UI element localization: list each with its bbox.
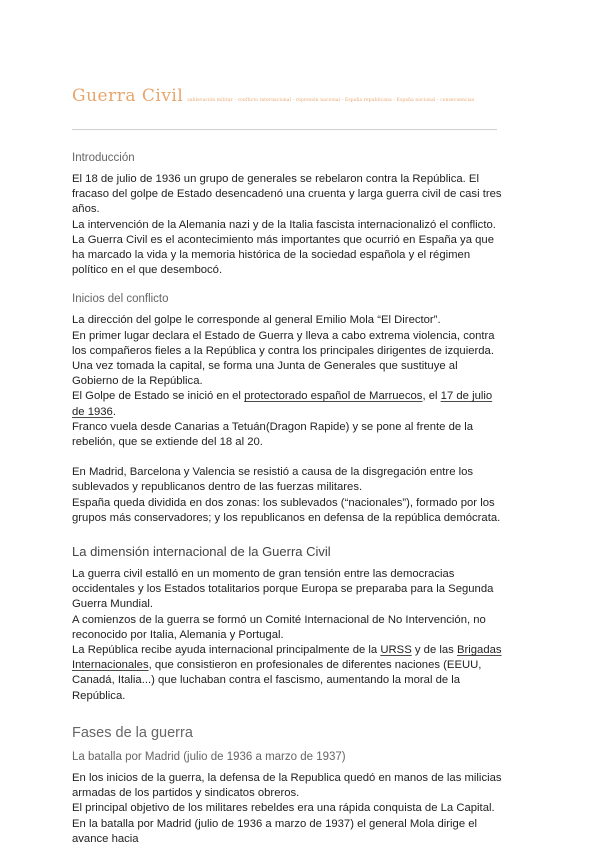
heading-introduccion: Introducción (72, 152, 135, 164)
header-divider (72, 129, 497, 130)
inicios-paragraph-6: En Madrid, Barcelona y Valencia se resistió a causa de la disgregación entre los sublevados y republicanos dentro de las fuerzas militares. (72, 466, 474, 494)
document-header (72, 86, 552, 106)
inicios-paragraph-7: España queda dividida en dos zonas: los sublevados (“nacionales”), formado por los grupos más conservadores; y los republicanos en defensa de la república demócrata. (72, 496, 501, 524)
link-17-julio-1936[interactable]: 17 de julio de 1936 (72, 390, 493, 418)
link-protectorado-marruecos[interactable]: protectorado español de Marruecos (244, 390, 423, 403)
document-body (72, 145, 502, 847)
heading-inicios-del-conflicto: Inicios del conflicto (72, 293, 169, 306)
fases-paragraph-2: El principal objetivo de los militares rebeldes era una rápida conquista de La Capital. En la batalla por Madrid (julio de 1936 a marzo de 1937) el general Mola dirige el avance hacia (72, 802, 495, 845)
inicios-paragraph-4 (72, 389, 502, 419)
internacional-paragraph-2: A comienzos de la guerra se formó un Comité Internacional de No Intervención, no reconocido por Italia, Alemania y Portugal. (72, 613, 486, 641)
text-span: y de las (411, 644, 457, 657)
heading-batalla-por-madrid: La batalla por Madrid (julio de 1936 a marzo de 1937) (72, 750, 346, 763)
inicios-paragraph-1: La dirección del golpe le corresponde al general Emilio Mola “El Director”. (72, 314, 441, 327)
link-urss[interactable]: URSS (380, 644, 412, 657)
text-span: La República recibe ayuda internacional principalmente de la (72, 644, 381, 657)
link-brigadas-internacionales[interactable]: Brigadas Internacionales (72, 644, 502, 672)
text-span: . (112, 405, 116, 418)
internacional-paragraph-3 (72, 643, 502, 704)
heading-dimension-internacional: La dimensión internacional de la Guerra Civil (72, 544, 331, 560)
text-span: El Golpe de Estado se inició en el (72, 390, 245, 403)
inicios-paragraph-2: En primer lugar declara el Estado de Guerra y lleva a cabo extrema violencia, contra los compañeros fieles a la República y contra los principales dirigentes de izquierda. (72, 329, 495, 357)
intro-paragraph-3: La Guerra Civil es el acontecimiento más importantes que ocurrió en España ya que ha marcado la vida y la memoria histórica de la sociedad española y el régimen político en el que desembocó. (72, 233, 494, 277)
document-subtitle: sublevación militar - conflicto internacional - represión nacional - España republicana - España nacional - consecuencias (187, 98, 475, 103)
intro-paragraph-2: La intervención de la Alemania nazi y de la Italia fascista internacionalizó el conflicto. (72, 218, 496, 231)
internacional-paragraph-1: La guerra civil estalló en un momento de gran tensión entre las democracias occidentales y los Estados totalitarios porque Europa se preparaba para la Segunda Guerra Mundial. (72, 568, 494, 611)
intro-paragraph-1: El 18 de julio de 1936 un grupo de generales se rebelaron contra la República. El fracaso del golpe de Estado desencadenó una cruenta y larga guerra civil de casi tres años. (72, 173, 502, 216)
text-span: , el (422, 390, 441, 403)
inicios-paragraph-3: Una vez tomada la capital, se forma una Junta de Generales que sustituye al Gobierno de la República. (72, 360, 458, 388)
inicios-paragraph-5: Franco vuela desde Canarias a Tetuán(Dragon Rapide) y se pone al frente de la rebelión, que se extiende del 18 al 20. (72, 420, 474, 449)
text-span: , que consistieron en profesionales de diferentes naciones (EEUU, Canadá, Italia...) que luchaban contra el fascismo, aumentando la moral de la República. (72, 659, 482, 702)
heading-fases-de-la-guerra: Fases de la guerra (72, 724, 193, 741)
document-title: Guerra Civil (72, 86, 184, 106)
fases-paragraph-1: En los inicios de la guerra, la defensa de la Republica quedó en manos de las milicias armadas de los partidos y sindicatos obreros. (72, 771, 502, 800)
